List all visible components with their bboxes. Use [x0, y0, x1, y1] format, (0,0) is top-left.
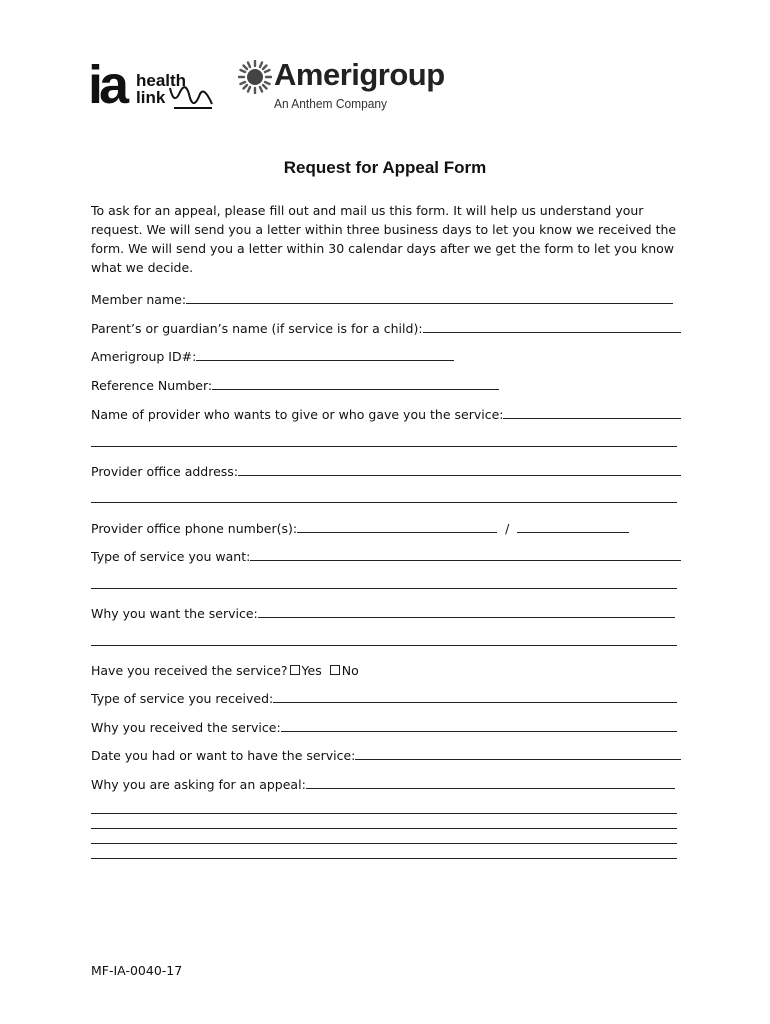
- service-received-row: [91, 688, 677, 706]
- provider-phone-label: Provider office phone number(s):: [91, 521, 298, 536]
- amerigroup-id-field[interactable]: [196, 359, 454, 361]
- guardian-name-label: Parent’s or guardian’s name (if service is for a child):: [91, 321, 423, 336]
- provider-name-label: Name of provider who wants to give or who gave you the service:: [91, 407, 504, 422]
- amerigroup-sun-icon: [238, 60, 272, 94]
- intro-line: form. We will send you a letter within 30 calendar days after we get the form to let you know: [91, 241, 675, 256]
- why-want-row: [91, 603, 675, 621]
- form-code: MF-IA-0040-17: [91, 963, 183, 978]
- why-appeal-field-continued[interactable]: [91, 858, 677, 859]
- intro-paragraph: [91, 201, 681, 277]
- why-want-label: Why you want the service:: [91, 606, 258, 621]
- why-appeal-field-continued[interactable]: [91, 843, 677, 844]
- service-wanted-row: [91, 546, 681, 564]
- ia-logo-word-link: link: [136, 88, 166, 107]
- intro-line: To ask for an appeal, please fill out and mail us this form. It will help us understand your: [91, 203, 644, 218]
- ia-health-link-logo: [88, 55, 218, 116]
- member-name-label: Member name:: [91, 292, 187, 307]
- page-title: Request for Appeal Form: [283, 158, 487, 177]
- reference-number-field[interactable]: [212, 388, 499, 390]
- intro-line: what we decide.: [91, 260, 194, 275]
- why-received-field[interactable]: [281, 730, 677, 732]
- no-checkbox[interactable]: [330, 665, 340, 675]
- provider-name-field[interactable]: [503, 417, 681, 419]
- provider-name-field-continued[interactable]: [91, 446, 677, 447]
- amerigroup-logo-name: Amerigroup: [274, 57, 445, 92]
- why-received-row: [91, 717, 677, 735]
- amerigroup-id-label: Amerigroup ID#:: [91, 349, 197, 364]
- no-label: No: [341, 663, 359, 678]
- ia-logo-letters: ia: [88, 55, 126, 115]
- received-question-row: [91, 660, 681, 678]
- service-date-row: [91, 745, 681, 763]
- provider-address-label: Provider office address:: [91, 464, 239, 479]
- why-appeal-label: Why you are asking for an appeal:: [91, 777, 306, 792]
- service-wanted-field-continued[interactable]: [91, 588, 677, 589]
- why-want-field-continued[interactable]: [91, 645, 677, 646]
- why-appeal-field[interactable]: [306, 787, 675, 789]
- amerigroup-logo-tagline: An Anthem Company: [274, 96, 388, 111]
- why-appeal-row: [91, 774, 675, 792]
- provider-phone-row: [91, 518, 681, 536]
- service-received-label: Type of service you received:: [91, 691, 274, 706]
- guardian-name-row: [91, 318, 681, 336]
- service-date-field[interactable]: [355, 758, 681, 760]
- service-received-field[interactable]: [273, 701, 677, 703]
- provider-name-row: [91, 404, 681, 422]
- service-date-label: Date you had or want to have the service:: [91, 748, 356, 763]
- received-question-label: Have you received the service?: [91, 663, 288, 678]
- service-wanted-label: Type of service you want:: [91, 549, 251, 564]
- service-wanted-field[interactable]: [250, 559, 681, 561]
- why-appeal-field-continued[interactable]: [91, 828, 677, 829]
- ia-logo-word-health: health: [136, 71, 187, 90]
- yes-checkbox[interactable]: [290, 665, 300, 675]
- guardian-name-field[interactable]: [423, 331, 681, 333]
- why-received-label: Why you received the service:: [91, 720, 281, 735]
- phone-separator: /: [505, 521, 510, 536]
- provider-phone-field-2[interactable]: [517, 531, 629, 533]
- reference-number-label: Reference Number:: [91, 378, 213, 393]
- member-name-field[interactable]: [186, 302, 673, 304]
- amerigroup-logo: [238, 57, 445, 118]
- intro-line: request. We will send you a letter within three business days to let you know we received the: [91, 222, 677, 237]
- provider-address-field[interactable]: [238, 474, 681, 476]
- why-want-field[interactable]: [258, 616, 675, 618]
- member-name-row: [91, 289, 673, 307]
- provider-address-field-continued[interactable]: [91, 502, 677, 503]
- provider-address-row: [91, 461, 681, 479]
- yes-label: Yes: [301, 663, 322, 678]
- ia-logo-wave-icon: [168, 84, 214, 110]
- why-appeal-field-continued[interactable]: [91, 813, 677, 814]
- amerigroup-id-row: [91, 346, 454, 364]
- provider-phone-field-1[interactable]: [297, 531, 497, 533]
- reference-number-row: [91, 375, 499, 393]
